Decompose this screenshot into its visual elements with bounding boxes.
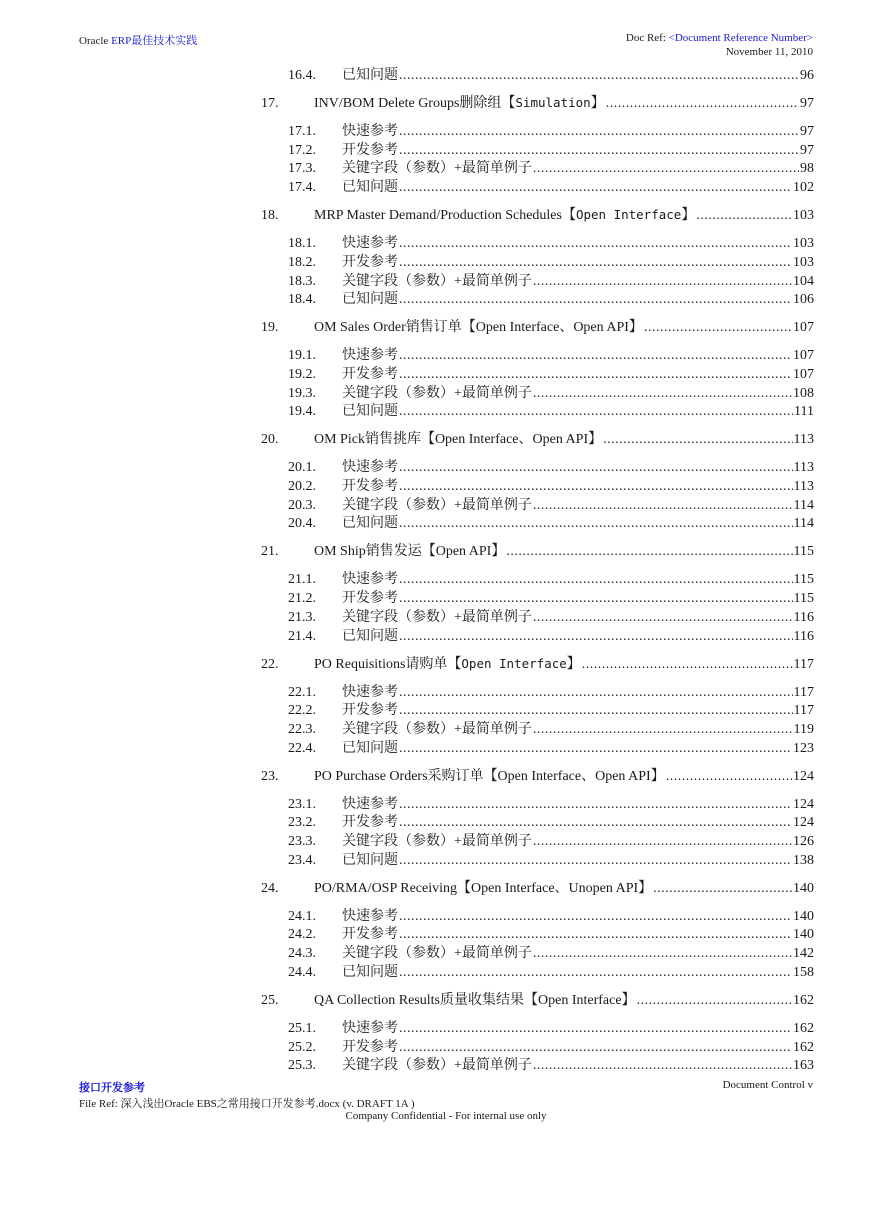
toc-entry-number: 19. [261, 320, 279, 336]
toc-dot-leader [399, 815, 792, 831]
toc-dot-leader [644, 320, 792, 336]
toc-dot-leader [399, 180, 792, 196]
toc-page-number: 113 [793, 460, 814, 476]
toc-entry-title [342, 587, 398, 607]
toc-dot-leader [399, 965, 792, 981]
toc-section-entry[interactable] [288, 400, 814, 420]
toc-section-entry[interactable] [288, 905, 814, 925]
toc-entry-number: 25.1. [288, 1020, 316, 1036]
toc-page-number: 98 [800, 161, 814, 177]
toc-dot-leader [533, 1058, 792, 1074]
toc-entry-title-text: MRP Master Demand/Production Schedules【 [314, 208, 576, 224]
toc-chapter-entry[interactable] [261, 204, 814, 224]
toc-dot-leader [399, 741, 792, 757]
toc-page-number: 162 [793, 1020, 814, 1036]
toc-page-number: 117 [793, 656, 814, 672]
toc-dot-leader [399, 292, 792, 308]
toc-entry-title [342, 139, 398, 159]
toc-section-entry[interactable] [288, 699, 814, 719]
toc-entry-title [342, 382, 532, 402]
toc-entry-number: 20.3. [288, 497, 316, 513]
toc-dot-leader [666, 769, 792, 785]
toc-dot-leader [399, 909, 792, 925]
toc-chapter-entry[interactable] [261, 989, 814, 1009]
toc-entry-title [314, 428, 602, 448]
toc-entry-number: 21. [261, 544, 279, 560]
toc-entry-title-text: 开发参考 [342, 366, 398, 382]
toc-chapter-entry[interactable] [261, 540, 814, 560]
toc-entry-number: 21.2. [288, 591, 316, 607]
toc-entry-title-text: 关键字段（参数）+最简单例子 [342, 161, 532, 177]
toc-section-entry[interactable] [288, 475, 814, 495]
toc-page-number: 113 [793, 479, 814, 494]
toc-entry-title-text: 已知问题 [342, 404, 398, 420]
toc-entry-number: 19.2. [288, 366, 316, 382]
toc-entry-number: 17.2. [288, 142, 316, 158]
toc-entry-title [314, 989, 636, 1009]
toc-page-number: 114 [793, 516, 814, 532]
toc-entry-title-text: 快速参考 [342, 236, 398, 252]
toc-entry-number: 24.1. [288, 908, 316, 924]
toc-section-entry[interactable] [288, 344, 814, 364]
toc-entry-title [342, 681, 398, 701]
toc-entry-title-text: 快速参考 [342, 908, 398, 924]
toc-entry-title [342, 512, 398, 532]
toc-section-entry[interactable] [288, 681, 814, 701]
toc-entry-title [342, 456, 398, 476]
toc-dot-leader [399, 68, 799, 84]
toc-entry-title [342, 176, 398, 196]
footer-section: 接口开发参考 [79, 1082, 145, 1094]
toc-entry-title [342, 400, 398, 420]
toc-dot-leader [399, 703, 793, 719]
toc-entry-title [342, 344, 398, 364]
toc-entry-title-text: 已知问题 [342, 852, 398, 868]
toc-entry-title-text: 关键字段（参数）+最简单例子 [342, 273, 532, 289]
toc-section-entry[interactable] [288, 382, 814, 402]
toc-entry-title-text: 已知问题 [342, 292, 398, 308]
toc-entry-number: 17. [261, 96, 279, 111]
toc-page-number: 162 [793, 1039, 814, 1055]
toc-section-entry[interactable] [288, 587, 814, 607]
toc-entry-number: 25.2. [288, 1039, 316, 1055]
toc-entry-title-text: 开发参考 [342, 142, 398, 158]
toc-section-entry[interactable] [288, 288, 814, 308]
toc-entry-number: 21.1. [288, 572, 316, 588]
toc-entry-title-text: 快速参考 [342, 796, 398, 812]
toc-entry-title-text: QA Collection Results质量收集结果【Open Interface】 [314, 992, 636, 1008]
toc-page-number: 142 [793, 946, 814, 962]
toc-entry-number: 24.4. [288, 964, 316, 980]
toc-entry-title-text: 关键字段（参数）+最简单例子 [342, 834, 532, 849]
toc-dot-leader [533, 834, 792, 850]
toc-entry-number: 24. [261, 880, 279, 896]
docref-value: <Document Reference Number> [668, 32, 813, 44]
toc-chapter-entry[interactable] [261, 877, 814, 897]
toc-entry-title [342, 737, 398, 757]
toc-entry-title-text: 已知问题 [342, 516, 398, 532]
toc-entry-number: 18.1. [288, 236, 316, 252]
toc-entry-title [314, 765, 665, 785]
toc-dot-leader [582, 657, 793, 673]
toc-entry-title-text: 已知问题 [342, 628, 398, 644]
toc-dot-leader [399, 516, 793, 532]
toc-entry-number: 19.1. [288, 348, 316, 364]
toc-entry-number: 20.2. [288, 479, 316, 494]
toc-page-number: 158 [793, 964, 814, 980]
toc-entry-title [314, 204, 695, 224]
toc-entry-title [342, 699, 398, 719]
toc-section-entry[interactable] [288, 718, 814, 738]
toc-dot-leader [399, 629, 793, 645]
toc-entry-title [342, 793, 398, 813]
toc-dot-leader [399, 143, 799, 159]
header-left [79, 32, 197, 48]
toc-page-number: 97 [800, 124, 814, 139]
toc-dot-leader [399, 927, 792, 943]
toc-entry-number: 25.3. [288, 1058, 316, 1074]
toc-entry-title [314, 316, 643, 336]
toc-dot-leader [533, 722, 793, 738]
toc-entry-title [342, 568, 398, 588]
toc-entry-title [314, 540, 505, 560]
toc-page-number: 116 [793, 609, 814, 625]
toc-entry-number: 23.2. [288, 815, 316, 831]
toc-dot-leader [399, 255, 792, 271]
toc-section-entry[interactable] [288, 512, 814, 532]
toc-entry-title [314, 877, 652, 897]
toc-chapter-entry[interactable] [261, 765, 814, 785]
toc-page-number: 111 [794, 404, 814, 420]
toc-entry-title-text: 快速参考 [342, 124, 398, 139]
toc-section-entry[interactable] [288, 811, 814, 831]
toc-entry-title-text: 已知问题 [342, 180, 398, 196]
toc-dot-leader [637, 993, 792, 1009]
toc-dot-leader [399, 853, 792, 869]
toc-page-number: 107 [793, 348, 814, 364]
toc-section-entry[interactable] [288, 737, 814, 757]
toc-entry-title [342, 1054, 532, 1074]
toc-section-entry[interactable] [288, 1017, 814, 1037]
toc-section-entry[interactable] [288, 961, 814, 981]
toc-entry-title [342, 905, 398, 925]
toc-entry-number: 22.4. [288, 740, 316, 756]
docref-label: Doc Ref: [625, 32, 669, 44]
toc-entry-title-text: 快速参考 [342, 1020, 398, 1036]
toc-entry-title-text: OM Ship销售发运【Open API】 [314, 544, 506, 560]
toc-entry-title-text: 关键字段（参数）+最简单例子 [342, 946, 532, 962]
toc-page-number: 106 [793, 292, 814, 308]
toc-page-number: 140 [793, 908, 814, 924]
toc-entry-title [342, 606, 532, 626]
toc-entry-title-text: 开发参考 [342, 1039, 398, 1055]
toc-page-number: 116 [793, 628, 814, 644]
toc-entry-number: 19.3. [288, 385, 316, 401]
toc-section-entry[interactable] [288, 793, 814, 813]
toc-entry-number: 20.1. [288, 460, 316, 476]
toc-dot-leader [399, 348, 792, 364]
toc-section-entry[interactable] [288, 232, 814, 252]
toc-section-entry[interactable] [288, 494, 814, 514]
toc-dot-leader [399, 479, 793, 495]
toc-page-number: 124 [793, 796, 814, 812]
toc-dot-leader [399, 797, 792, 813]
toc-entry-title [342, 475, 398, 495]
toc-entry-title-text: 开发参考 [342, 927, 398, 943]
toc-entry-title-code: Simulation [515, 95, 591, 110]
toc-page-number: 114 [793, 497, 814, 513]
toc-section-entry[interactable] [288, 157, 814, 177]
toc-entry-title-text: 已知问题 [342, 964, 398, 980]
toc-dot-leader [533, 274, 792, 290]
toc-entry-title [342, 942, 532, 962]
footer-confidential: Company Confidential - For internal use only [345, 1110, 547, 1122]
toc-page-number: 119 [793, 721, 814, 737]
header-left-title: ERP最佳技术实践 [111, 35, 198, 47]
toc-section-entry[interactable] [288, 363, 814, 383]
toc-entry-title [342, 811, 398, 831]
toc-entry-title-text: 开发参考 [342, 254, 398, 270]
toc-entry-title-text: 关键字段（参数）+最简单例子 [342, 609, 532, 625]
toc-entry-number: 23.4. [288, 852, 316, 868]
toc-page-number: 115 [793, 572, 814, 588]
toc-entry-title [342, 494, 532, 514]
toc-section-entry[interactable] [288, 606, 814, 626]
toc-dot-leader [533, 946, 792, 962]
toc-entry-title [314, 92, 605, 112]
toc-entry-number: 18.4. [288, 292, 316, 308]
toc-page-number: 115 [793, 591, 814, 607]
toc-section-entry[interactable] [288, 64, 814, 84]
toc-page-number: 107 [793, 366, 814, 382]
toc-section-entry[interactable] [288, 568, 814, 588]
toc-section-entry[interactable] [288, 270, 814, 290]
toc-dot-leader [399, 236, 792, 252]
toc-dot-leader [606, 96, 799, 112]
toc-entry-title-text: 关键字段（参数）+最简单例子 [342, 385, 532, 401]
toc-entry-number: 17.4. [288, 180, 316, 196]
toc-entry-title-text: 关键字段（参数）+最简单例子 [342, 497, 532, 513]
toc-entry-title-text: PO Purchase Orders采购订单【Open Interface、Open API】 [314, 768, 665, 784]
toc-section-entry[interactable] [288, 456, 814, 476]
toc-entry-title-code: Open Interface [575, 207, 682, 223]
toc-dot-leader [653, 881, 792, 897]
toc-page-number: 162 [793, 992, 814, 1008]
toc-dot-leader [399, 1021, 792, 1037]
toc-entry-title-text: OM Sales Order销售订单【Open Interface、Open API】 [314, 320, 643, 336]
toc-section-entry[interactable] [288, 1036, 814, 1056]
toc-entry-number: 22.3. [288, 721, 316, 737]
toc-entry-title [342, 1036, 398, 1056]
toc-entry-title-text: 快速参考 [342, 348, 398, 364]
toc-dot-leader [603, 432, 792, 448]
toc-page-number: 117 [793, 684, 814, 700]
toc-entry-title [342, 830, 532, 850]
toc-section-entry[interactable] [288, 251, 814, 271]
toc-section-entry[interactable] [288, 139, 814, 159]
toc-entry-number: 17.1. [288, 124, 316, 139]
toc-entry-title [342, 718, 532, 738]
toc-dot-leader [399, 367, 792, 383]
toc-page-number: 97 [800, 96, 814, 111]
toc-page-number: 103 [793, 236, 814, 252]
header-right [626, 31, 813, 59]
toc-section-entry[interactable] [288, 942, 814, 962]
toc-entry-title [342, 288, 398, 308]
toc-entry-title-text: 开发参考 [342, 703, 398, 719]
toc-entry-number: 24.3. [288, 946, 316, 962]
toc-dot-leader [533, 498, 793, 514]
toc-entry-number: 16.4. [288, 68, 316, 83]
toc-entry-title-text: 已知问题 [342, 68, 398, 83]
toc-entry-title [342, 64, 398, 84]
toc-dot-leader [399, 685, 793, 701]
toc-section-entry[interactable] [288, 176, 814, 196]
toc-page-number: 124 [793, 815, 814, 831]
toc-entry-number: 18. [261, 208, 279, 224]
toc-entry-title [342, 251, 398, 271]
toc-entry-title-text: 开发参考 [342, 591, 398, 607]
toc-entry-number: 21.3. [288, 609, 316, 625]
toc-entry-title [342, 232, 398, 252]
toc-dot-leader [533, 386, 792, 402]
toc-entry-number: 18.3. [288, 273, 316, 289]
toc-entry-title [314, 653, 581, 673]
toc-page-number: 163 [793, 1058, 814, 1074]
toc-entry-number: 23. [261, 768, 279, 784]
toc-dot-leader [506, 544, 792, 560]
toc-entry-title-text: 开发参考 [342, 815, 398, 831]
toc-entry-number: 25. [261, 992, 279, 1008]
toc-entry-number: 24.2. [288, 927, 316, 943]
toc-dot-leader [399, 124, 799, 140]
toc-page-number: 108 [793, 385, 814, 401]
toc-entry-number: 22.1. [288, 684, 316, 700]
toc-dot-leader [399, 572, 793, 588]
toc-dot-leader [399, 591, 793, 607]
toc-dot-leader [533, 610, 793, 626]
toc-entry-number: 22. [261, 656, 279, 672]
footer-file-ref: File Ref: 深入浅出Oracle EBS之常用接口开发参考.docx (v. DRAFT 1A ) [79, 1098, 415, 1110]
toc-dot-leader [533, 161, 799, 177]
toc-entry-number: 21.4. [288, 628, 316, 644]
toc-chapter-entry[interactable] [261, 428, 814, 448]
toc-entry-title-text: 关键字段（参数）+最简单例子 [342, 721, 532, 737]
toc-page-number: 104 [793, 273, 814, 289]
toc-page-number: 102 [793, 180, 814, 196]
toc-entry-number: 20. [261, 432, 279, 448]
toc-entry-title [342, 923, 398, 943]
toc-entry-title-end: 】 [590, 96, 605, 111]
toc-entry-title-text: 已知问题 [342, 740, 398, 756]
toc-entry-number: 20.4. [288, 516, 316, 532]
toc-page-number: 115 [793, 544, 814, 560]
toc-chapter-entry[interactable] [261, 653, 814, 673]
toc-entry-number: 17.3. [288, 161, 316, 177]
toc-entry-title [342, 363, 398, 383]
toc-page-number: 140 [793, 927, 814, 943]
toc-entry-title-text: 关键字段（参数）+最简单例子 [342, 1058, 532, 1074]
toc-entry-number: 23.3. [288, 834, 316, 849]
toc-entry-title-text: PO Requisitions请购单【 [314, 656, 462, 672]
toc-entry-number: 18.2. [288, 254, 316, 270]
toc-entry-title-end: 】 [566, 656, 581, 672]
toc-page-number: 107 [793, 320, 814, 336]
toc-entry-title [342, 961, 398, 981]
toc-entry-title-text: PO/RMA/OSP Receiving【Open Interface、Unopen API】 [314, 880, 653, 896]
toc-dot-leader [399, 1040, 792, 1056]
toc-page-number: 126 [793, 834, 814, 849]
toc-page-number: 117 [793, 703, 814, 719]
toc-entry-title [342, 625, 398, 645]
toc-section-entry[interactable] [288, 1054, 814, 1074]
toc-page-number: 97 [800, 142, 814, 158]
toc-dot-leader [696, 208, 792, 224]
toc-section-entry[interactable] [288, 120, 814, 140]
toc-section-entry[interactable] [288, 625, 814, 645]
toc-page-number: 113 [793, 432, 814, 448]
toc-dot-leader [399, 460, 793, 476]
toc-entry-title-code: Open Interface [461, 655, 567, 671]
footer-control: Document Control v [722, 1079, 813, 1091]
toc-entry-title-text: OM Pick销售挑库【Open Interface、Open API】 [314, 432, 603, 448]
header-date: November 11, 2010 [725, 46, 813, 58]
toc-section-entry[interactable] [288, 923, 814, 943]
toc-page-number: 138 [793, 852, 814, 868]
toc-dot-leader [399, 404, 793, 420]
toc-entry-title-text: 快速参考 [342, 684, 398, 700]
toc-entry-number: 19.4. [288, 404, 316, 420]
toc-entry-title [342, 1017, 398, 1037]
toc-page-number: 96 [800, 68, 814, 83]
toc-chapter-entry[interactable] [261, 316, 814, 336]
toc-page-number: 124 [793, 768, 814, 784]
toc-page-number: 103 [793, 208, 814, 224]
toc-page-number: 103 [793, 254, 814, 270]
toc-entry-title-text: 开发参考 [342, 479, 398, 494]
header-left-prefix: Oracle [79, 35, 112, 47]
toc-chapter-entry[interactable] [261, 92, 814, 112]
toc-entry-title [342, 157, 532, 177]
toc-page-number: 123 [793, 740, 814, 756]
toc-entry-title [342, 849, 398, 869]
toc-entry-title-text: 快速参考 [342, 460, 398, 476]
toc-section-entry[interactable] [288, 849, 814, 869]
toc-entry-title [342, 270, 532, 290]
toc-entry-title [342, 120, 398, 140]
toc-page-number: 140 [793, 880, 814, 896]
toc-entry-title-text: INV/BOM Delete Groups删除组【 [314, 96, 516, 111]
toc-entry-number: 22.2. [288, 703, 316, 719]
toc-entry-title-end: 】 [681, 208, 696, 224]
toc-section-entry[interactable] [288, 830, 814, 850]
toc-entry-number: 23.1. [288, 796, 316, 812]
toc-entry-title-text: 快速参考 [342, 572, 398, 588]
